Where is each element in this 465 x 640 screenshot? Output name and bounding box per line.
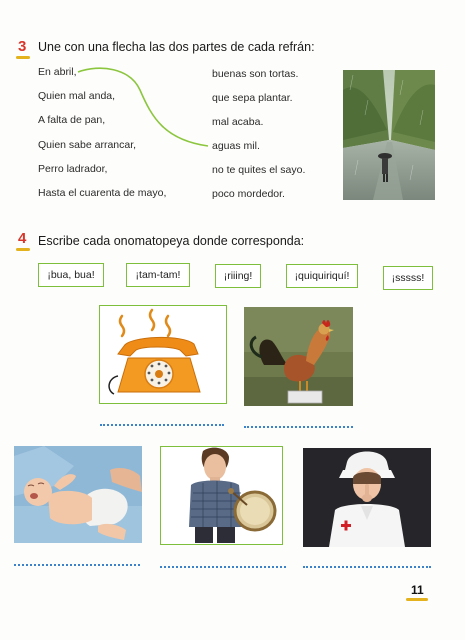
onomatopoeia-tam[interactable]: ¡tam-tam!	[126, 263, 190, 287]
exercise-4-number-underline	[16, 248, 30, 251]
answer-line-rooster[interactable]	[244, 426, 353, 428]
exercise-3-instruction: Une con una flecha las dos partes de cada refrán:	[38, 40, 315, 54]
crying-baby-photo	[14, 446, 142, 543]
exercise-3-number: 3	[18, 38, 27, 55]
onomatopoeia-sssss[interactable]: ¡sssss!	[383, 266, 433, 290]
onomatopoeia-quiquiriqui[interactable]: ¡quiquiriquí!	[286, 264, 358, 288]
proverb-left-1[interactable]: En abril,	[38, 66, 77, 78]
answer-line-telephone[interactable]	[100, 424, 224, 426]
proverb-right-5[interactable]: no te quites el sayo.	[212, 164, 306, 176]
rooster-photo	[244, 307, 353, 406]
proverb-right-4[interactable]: aguas mil.	[212, 140, 260, 152]
exercise-4-instruction: Escribe cada onomatopeya donde corresponda:	[38, 234, 305, 248]
proverb-right-3[interactable]: mal acaba.	[212, 116, 264, 128]
answer-line-baby[interactable]	[14, 564, 140, 566]
boy-drum-photo	[160, 446, 283, 545]
answer-line-drum[interactable]	[160, 566, 286, 568]
proverb-right-1[interactable]: buenas son tortas.	[212, 68, 299, 80]
proverb-left-2[interactable]: Quien mal anda,	[38, 90, 116, 102]
onomatopoeia-riiing[interactable]: ¡riiing!	[215, 264, 261, 288]
answer-line-nurse[interactable]	[303, 566, 431, 568]
telephone-photo	[99, 305, 227, 404]
proverb-left-5[interactable]: Perro ladrador,	[38, 163, 108, 175]
proverb-right-2[interactable]: que sepa plantar.	[212, 92, 293, 104]
rainy-avenue-photo	[343, 70, 435, 200]
page-number: 11	[411, 583, 424, 597]
proverb-left-4[interactable]: Quien sabe arrancar,	[38, 139, 137, 151]
proverb-right-6[interactable]: poco mordedor.	[212, 188, 285, 200]
proverb-left-3[interactable]: A falta de pan,	[38, 114, 106, 126]
proverb-left-6[interactable]: Hasta el cuarenta de mayo,	[38, 187, 167, 199]
exercise-4-number: 4	[18, 230, 27, 247]
nurse-shush-photo	[303, 448, 431, 547]
page-number-underline	[406, 598, 428, 601]
onomatopoeia-bua[interactable]: ¡bua, bua!	[38, 263, 104, 287]
